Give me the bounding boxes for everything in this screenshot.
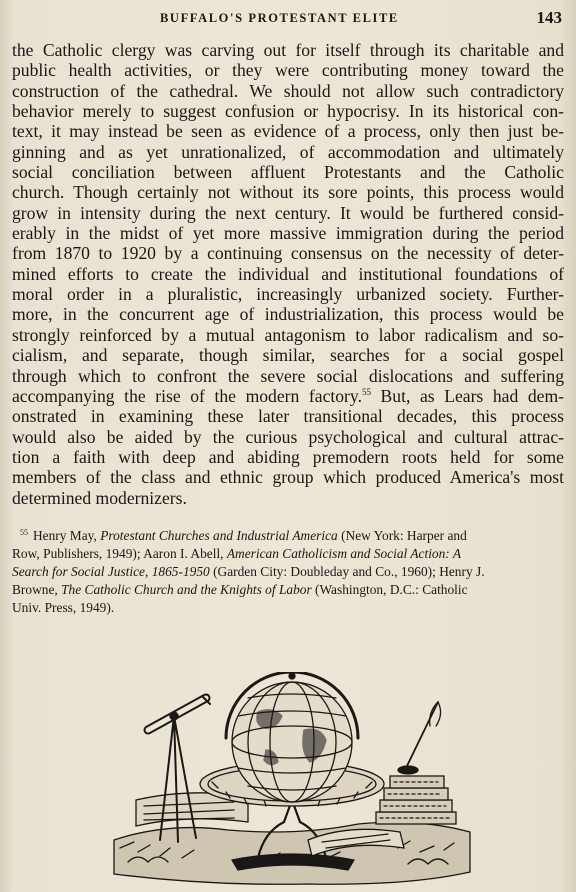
body-line: the Catholic clergy was carving out for itself through its charitable and (12, 40, 564, 60)
footnote-line (12, 581, 562, 599)
footnote-line (12, 563, 562, 581)
body-line: tion a faith with deep and abiding premodern roots held for some (12, 446, 564, 467)
body-line: ginning and as yet unrationalized, of accommodation and ultimately (12, 141, 564, 162)
body-line: church. Though certainly not without its sore points, this process would (12, 182, 564, 203)
footnote-title: The Catholic Church and the Knights of Labor (61, 582, 312, 597)
body-line: grow in intensity during the next century. It would be furthered consid- (12, 202, 564, 223)
footnote-text: Henry May, (33, 528, 101, 543)
body-line: members of the class and ethnic group which produced America's most (12, 467, 564, 488)
body-line: public health activities, or they were contributing money toward the (12, 60, 564, 81)
footnote-line (12, 527, 562, 545)
body-line: text, it may instead be seen as evidence of a process, only then just be- (12, 121, 564, 142)
body-line-continuation: But, as Lears had dem- (370, 385, 564, 406)
footnote-text: Browne, (12, 582, 62, 597)
running-head-title: BUFFALO'S PROTESTANT ELITE (160, 11, 399, 25)
body-line: social conciliation between affluent Protestants and the Catholic (12, 162, 564, 183)
footnote-text: (Garden City: Doubleday and Co., 1960); Henry J. (209, 564, 485, 579)
body-line-with-note (12, 386, 564, 406)
body-paragraph (12, 40, 564, 508)
page-number: 143 (536, 8, 562, 27)
globe-engraving (108, 672, 476, 892)
body-line-text: accompanying the rise of the modern factory. (12, 385, 362, 406)
footnote (12, 527, 562, 617)
body-line: more, in the concurrent age of industrialization, this process would be (12, 304, 564, 325)
body-line: would also be aided by the curious psychological and cultural attrac- (12, 426, 564, 447)
body-line: determined modernizers. (12, 487, 187, 508)
body-line: mined efforts to create the individual and institutional foundations of (12, 263, 564, 284)
body-line: moral order in a pluralistic, increasingly urbanized society. Further- (12, 284, 564, 305)
body-line: construction of the cathedral. We should not allow such contradictory (12, 80, 564, 101)
footnote-marker: 55 (20, 528, 28, 537)
footnote-title: Protestant Churches and Industrial America (100, 528, 338, 543)
footnote-text: Row, Publishers, 1949); Aaron I. Abell, (12, 546, 227, 561)
footnote-title: American Catholicism and Social Action: A (226, 546, 462, 561)
body-line: onstrated in examining these later transitional decades, this process (12, 406, 564, 427)
body-line: through which to confront the severe social dislocations and suffering (12, 365, 564, 386)
body-line: from 1870 to 1920 by a continuing consensus on the necessity of deter- (12, 243, 564, 264)
footnote-line: Univ. Press, 1949). (12, 600, 115, 615)
running-head (0, 8, 576, 32)
body-line: erably in the midst of yet more massive immigration during the period (12, 223, 564, 244)
footnote-text: (Washington, D.C.: Catholic (311, 582, 468, 597)
footnote-title: Search for Social Justice, 1865-1950 (12, 564, 210, 579)
globe-engraving-drawing (108, 672, 476, 892)
footnote-line (12, 545, 562, 563)
body-line: strongly reinforced by a mutual antagonism to labor radicalism and so- (12, 324, 564, 345)
body-line: behavior merely to suggest confusion or hypocrisy. In its historical con- (12, 101, 564, 122)
footnote-reference: 55 (361, 386, 371, 397)
body-line: cialism, and separate, though similar, searches for a social gospel (12, 345, 564, 366)
footnote-text: (New York: Harper and (337, 528, 467, 543)
